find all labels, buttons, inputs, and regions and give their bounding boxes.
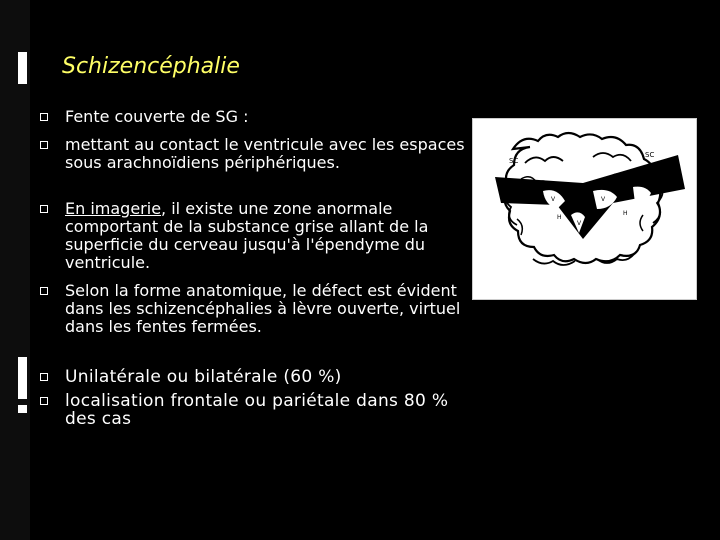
bullet-text: mettant au contact le ventricule avec les espaces sous arachnoïdiens périphériques. (65, 135, 465, 172)
bullet-square-icon (40, 397, 48, 405)
bullet-text: localisation frontale ou pariétale dans 80 % des cas (65, 391, 449, 429)
diagram-label: H (557, 214, 562, 221)
diagram-label: V (577, 220, 582, 227)
bullet-square-icon (40, 287, 48, 295)
diagram-label: V (601, 196, 606, 203)
bullet-text: Fente couverte de SG : (65, 107, 249, 126)
accent-bar (18, 405, 27, 413)
bullet-square-icon (40, 113, 48, 121)
bullet-text (65, 200, 475, 272)
bullet-text: Selon la forme anatomique, le défect est évident dans les schizencéphalies à lèvre ouverte, virtuel dans les fentes fermées. (65, 281, 461, 336)
accent-bar (18, 52, 27, 84)
diagram-label: V (551, 196, 556, 203)
brain-coronal-illustration (473, 119, 696, 299)
bullet-square-icon (40, 373, 48, 381)
brain-diagram (472, 118, 697, 300)
diagram-label: SC (509, 157, 519, 165)
diagram-label: H (623, 210, 628, 217)
imagerie-link[interactable]: En imagerie (65, 199, 162, 218)
slide-title: Schizencéphalie (62, 54, 240, 79)
bullet-text-rest: , il existe une zone anormale comportant de la substance grise allant de la superficie du cerveau jusqu'à l'épendyme du ventricule. (65, 199, 429, 272)
bullet-square-icon (40, 141, 48, 149)
bullet-square-icon (40, 205, 48, 213)
accent-bar (18, 357, 27, 399)
bullet-text: Unilatérale ou bilatérale (60 %) (65, 367, 342, 387)
diagram-label: SC (645, 151, 655, 159)
